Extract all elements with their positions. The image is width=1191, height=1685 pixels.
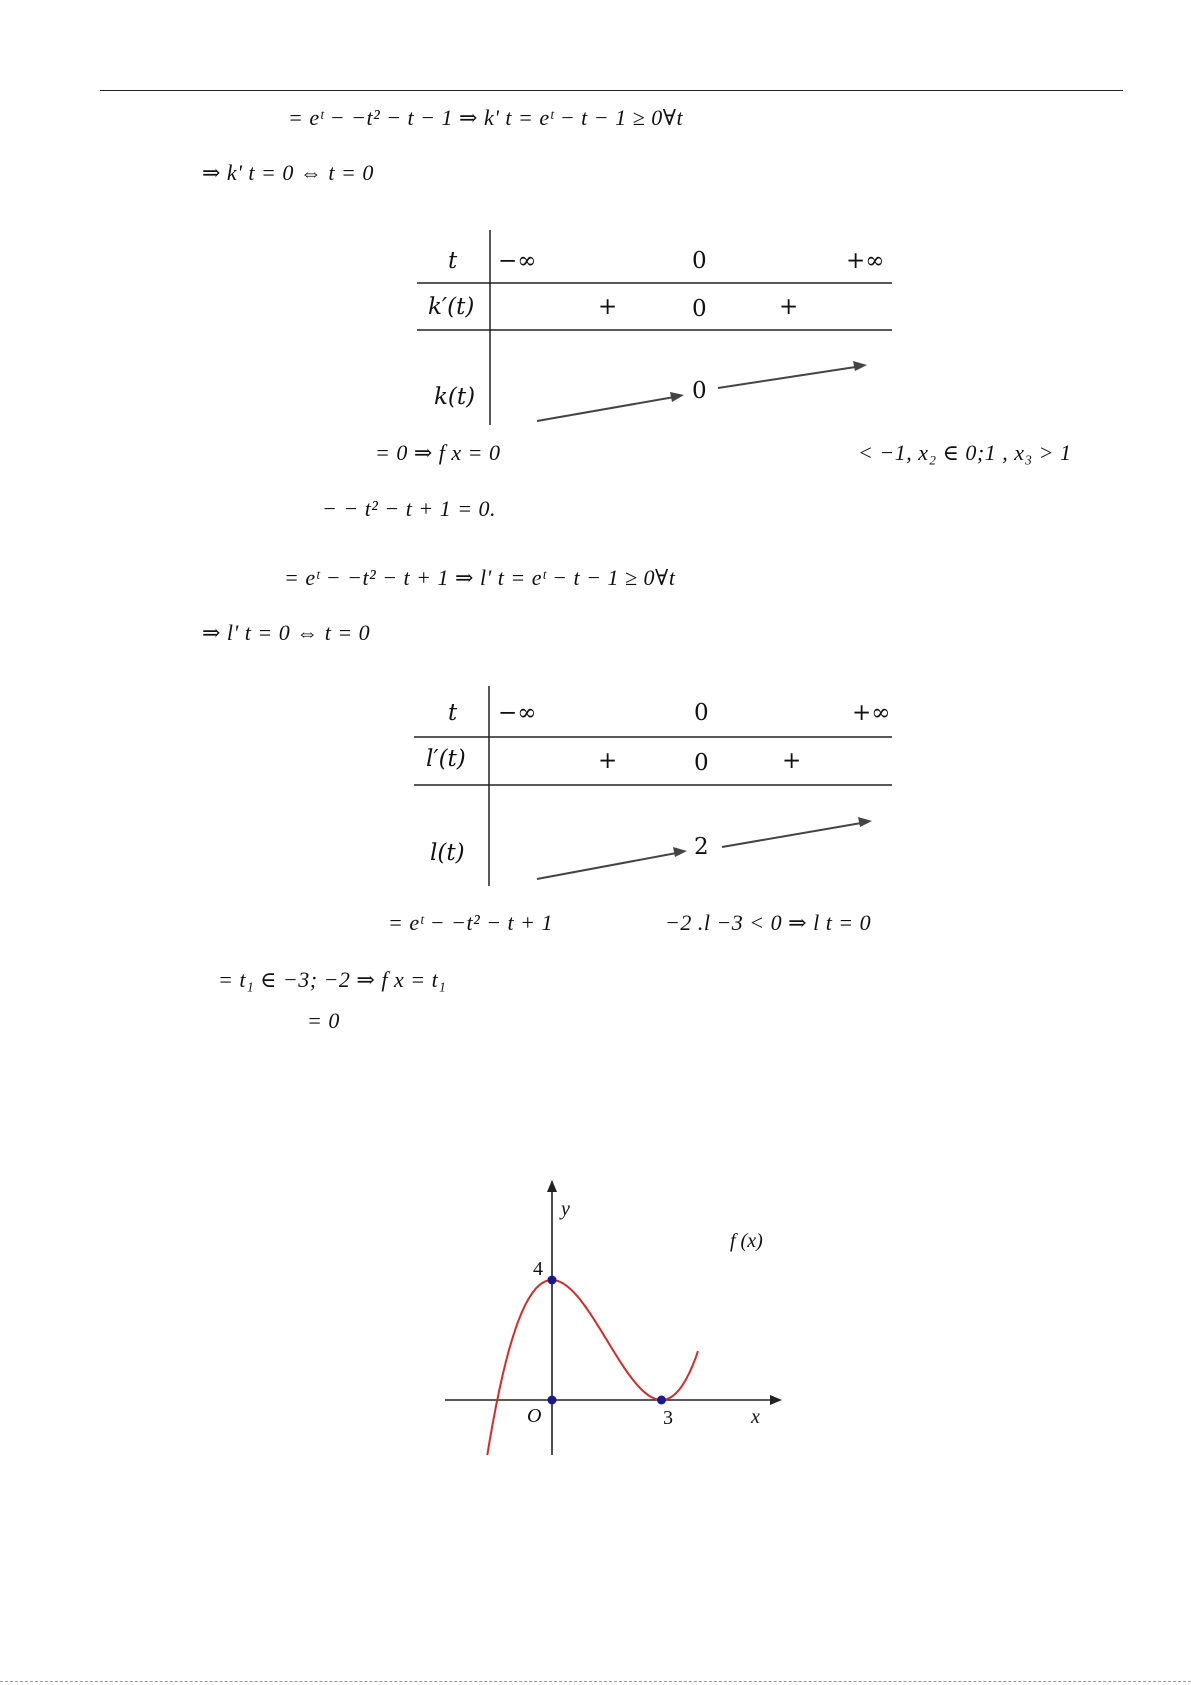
point-double-root	[657, 1396, 666, 1405]
equation-line-9: = 0	[307, 1008, 340, 1033]
x-right: +∞	[852, 700, 891, 726]
row-label-function: k(t)	[434, 384, 476, 410]
variation-table-l	[412, 686, 892, 886]
sign-left: +	[598, 748, 618, 774]
table-grid	[412, 230, 892, 430]
derivative-zero: 0	[694, 750, 709, 776]
row-label-derivative: l′(t)	[426, 746, 466, 772]
equation-line-7: = eᵗ − −t² − t + 1	[388, 910, 554, 935]
x-axis-arrow-icon	[770, 1395, 782, 1405]
row-label-t: t	[448, 700, 458, 726]
y-axis-label: y	[561, 1198, 570, 1220]
y-axis-arrow-icon	[547, 1180, 557, 1192]
sign-right: +	[782, 748, 802, 774]
point-origin	[548, 1396, 557, 1405]
x-mid: 0	[694, 700, 709, 726]
origin-label: O	[527, 1405, 542, 1427]
derivative-zero: 0	[692, 296, 707, 322]
graph-canvas	[445, 1180, 790, 1455]
equation-line-6: ⇒ l' t = 0 ⇔ t = 0	[202, 620, 371, 645]
equation-line-4: − − t² − t + 1 = 0.	[322, 496, 497, 521]
sign-right: +	[779, 294, 799, 320]
x-mid: 0	[692, 248, 707, 274]
function-mid-value: 0	[692, 378, 707, 404]
equation-line-7-conclusion: −2 .l −3 < 0 ⇒ l t = 0	[665, 910, 872, 935]
row-label-derivative: k′(t)	[428, 294, 475, 320]
header-rule	[100, 90, 1123, 91]
sign-left: +	[598, 294, 618, 320]
curve-label: f (x)	[730, 1230, 763, 1252]
equation-line-3: = 0 ⇒ f x = 0	[375, 440, 501, 465]
function-mid-value: 2	[694, 834, 709, 860]
page-footer-rule	[0, 1681, 1191, 1682]
x-right: +∞	[846, 248, 885, 274]
x-tick-label: 3	[663, 1407, 673, 1429]
equation-line-5: = eᵗ − −t² − t + 1 ⇒ l' t = eᵗ − t − 1 ≥ 0∀t	[284, 565, 676, 590]
equation-line-1: = eᵗ − −t² − t − 1 ⇒ k' t = eᵗ − t − 1 ≥ 0∀t	[288, 105, 684, 130]
x-axis-label: x	[751, 1406, 760, 1428]
row-label-t: t	[448, 248, 458, 274]
x-left: −∞	[498, 248, 537, 274]
equation-line-2: ⇒ k' t = 0 ⇔ t = 0	[202, 160, 374, 185]
variation-table-k	[412, 230, 892, 430]
row-label-function: l(t)	[430, 840, 465, 866]
function-graph	[445, 1180, 790, 1455]
table-grid	[412, 686, 892, 886]
x-left: −∞	[498, 700, 537, 726]
equation-line-8: = t₁ ∈ −3; −2 ⇒ f x = t₁	[218, 967, 447, 992]
point-y-intercept	[548, 1276, 557, 1285]
y-tick-label: 4	[533, 1258, 543, 1280]
equation-line-3-roots: < −1, x₂ ∈ 0;1 , x₃ > 1	[858, 440, 1072, 465]
